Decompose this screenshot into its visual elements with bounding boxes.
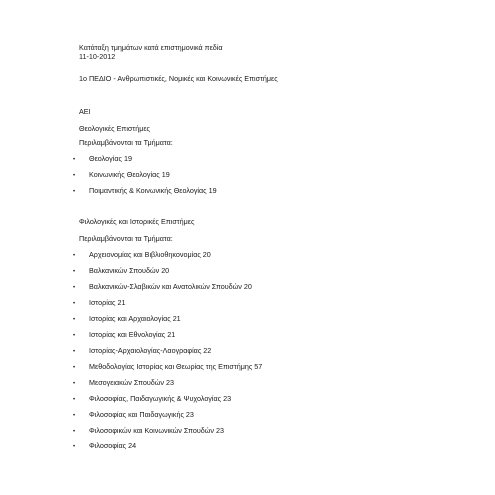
bullet-icon: • bbox=[73, 285, 76, 291]
list-item-label: Θεολογίας 19 bbox=[89, 154, 132, 163]
list-item bbox=[73, 331, 175, 339]
list-item bbox=[73, 267, 169, 275]
bullet-icon: • bbox=[73, 333, 76, 339]
field-heading: 1ο ΠΕΔΙΟ - Ανθρωπιστικές, Νομικές και Κοινωνικές Επιστήμες bbox=[79, 74, 278, 83]
list-item bbox=[73, 411, 194, 419]
bullet-icon: • bbox=[73, 349, 76, 355]
list-item bbox=[73, 283, 252, 291]
group-intro-theology: Περιλαμβάνονται τα Τμήματα: bbox=[79, 138, 173, 147]
list-item-label: Ιστορίας και Εθνολογίας 21 bbox=[89, 330, 176, 339]
bullet-icon: • bbox=[73, 365, 76, 371]
bullet-icon: • bbox=[73, 413, 76, 419]
list-item bbox=[73, 315, 181, 323]
list-item bbox=[73, 251, 211, 259]
institution-type: ΑΕΙ bbox=[79, 107, 91, 116]
document-title: Κατάταξη τμημάτων κατά επιστημονικά πεδία bbox=[79, 43, 223, 52]
bullet-icon: • bbox=[73, 381, 76, 387]
document-date: 11-10-2012 bbox=[79, 52, 116, 61]
list-item-label: Ποιμαντικής & Κοινωνικής Θεολογίας 19 bbox=[89, 186, 217, 195]
list-item-label: Φιλοσοφίας 24 bbox=[89, 441, 137, 450]
list-item bbox=[73, 347, 211, 355]
list-item bbox=[73, 363, 262, 371]
list-item-label: Φιλοσοφικών και Κοινωνικών Σπουδών 23 bbox=[89, 426, 224, 435]
list-item bbox=[73, 155, 132, 163]
bullet-icon: • bbox=[73, 397, 76, 403]
list-item bbox=[73, 299, 125, 307]
list-item bbox=[73, 395, 231, 403]
group-heading-philology-history: Φιλολογικές και Ιστορικές Επιστήμες bbox=[79, 217, 195, 226]
list-item bbox=[73, 427, 224, 435]
group-intro-philology-history: Περιλαμβάνονται τα Τμήματα: bbox=[79, 234, 173, 243]
list-item-label: Μεσογειακών Σπουδών 23 bbox=[89, 378, 174, 387]
list-item-label: Ιστορίας 21 bbox=[89, 298, 126, 307]
list-item bbox=[73, 187, 217, 195]
list-item-label: Βαλκανικών Σπουδών 20 bbox=[89, 266, 170, 275]
list-item-label: Αρχειονομίας και Βιβλιοθηκονομίας 20 bbox=[89, 250, 211, 259]
bullet-icon: • bbox=[73, 317, 76, 323]
bullet-icon: • bbox=[73, 173, 76, 179]
bullet-icon: • bbox=[73, 429, 76, 435]
bullet-icon: • bbox=[73, 253, 76, 259]
list-item-label: Βαλκανικών-Σλαβικών και Ανατολικών Σπουδών 20 bbox=[89, 282, 252, 291]
list-item bbox=[73, 171, 170, 179]
bullet-icon: • bbox=[73, 157, 76, 163]
list-item-label: Φιλοσοφίας και Παιδαγωγικής 23 bbox=[89, 410, 194, 419]
list-item-label: Μεθοδολογίας Ιστορίας και Θεωρίας της Επιστήμης 57 bbox=[89, 362, 263, 371]
bullet-icon: • bbox=[73, 301, 76, 307]
bullet-icon: • bbox=[73, 269, 76, 275]
list-item bbox=[73, 379, 174, 387]
list-item-label: Ιστορίας και Αρχαιολογίας 21 bbox=[89, 314, 181, 323]
bullet-icon: • bbox=[73, 444, 76, 450]
list-item-label: Κοινωνικής Θεολογίας 19 bbox=[89, 170, 170, 179]
list-item-label: Ιστορίας-Αρχαιολογίας-Λαογραφίας 22 bbox=[89, 346, 212, 355]
group-heading-theology: Θεολογικές Επιστήμες bbox=[79, 124, 151, 133]
list-item bbox=[73, 442, 136, 450]
list-item-label: Φιλοσοφίας, Παιδαγωγικής & Ψυχολογίας 23 bbox=[89, 394, 232, 403]
bullet-icon: • bbox=[73, 189, 76, 195]
